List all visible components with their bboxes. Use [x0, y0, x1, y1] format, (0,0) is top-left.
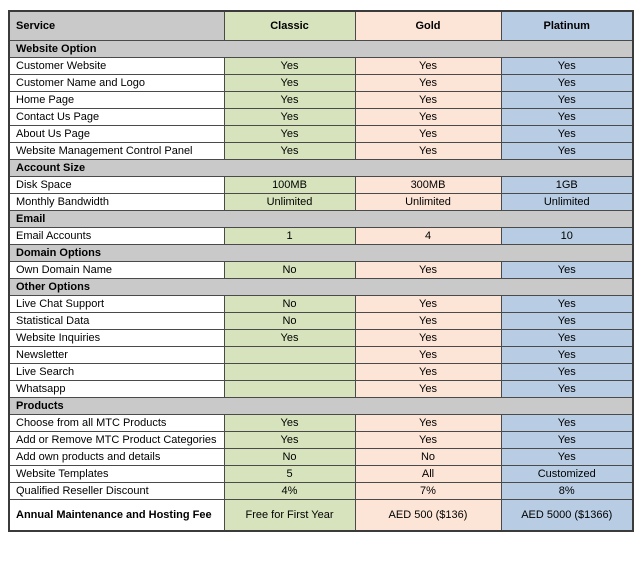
feature-row	[9, 466, 633, 483]
feature-label: Add or Remove MTC Product Categories	[9, 432, 224, 449]
gold-value-cell: Yes	[355, 381, 501, 398]
footer-row	[9, 500, 633, 532]
feature-label: Own Domain Name	[9, 262, 224, 279]
feature-label: Email Accounts	[9, 228, 224, 245]
feature-row	[9, 347, 633, 364]
section-title: Website Option	[9, 41, 633, 58]
feature-row	[9, 143, 633, 160]
platinum-value-cell: Yes	[501, 415, 633, 432]
section-title: Other Options	[9, 279, 633, 296]
classic-value-cell	[224, 381, 355, 398]
gold-value-cell: Yes	[355, 364, 501, 381]
platinum-value-cell: Yes	[501, 109, 633, 126]
feature-label: Disk Space	[9, 177, 224, 194]
feature-label: Newsletter	[9, 347, 224, 364]
pricing-comparison-table	[8, 10, 634, 532]
classic-value-cell: Unlimited	[224, 194, 355, 211]
platinum-value-cell: Yes	[501, 58, 633, 75]
section-row	[9, 160, 633, 177]
classic-value-cell: Free for First Year	[224, 500, 355, 532]
classic-value-cell: Yes	[224, 75, 355, 92]
classic-column-header: Classic	[224, 11, 355, 41]
classic-value-cell	[224, 347, 355, 364]
feature-label: Monthly Bandwidth	[9, 194, 224, 211]
classic-value-cell: No	[224, 449, 355, 466]
platinum-value-cell: Yes	[501, 432, 633, 449]
gold-value-cell: 300MB	[355, 177, 501, 194]
feature-row	[9, 109, 633, 126]
classic-value-cell: Yes	[224, 92, 355, 109]
classic-value-cell: Yes	[224, 143, 355, 160]
gold-value-cell: No	[355, 449, 501, 466]
feature-row	[9, 415, 633, 432]
classic-value-cell: Yes	[224, 126, 355, 143]
gold-value-cell: All	[355, 466, 501, 483]
feature-row	[9, 262, 633, 279]
platinum-value-cell: Customized	[501, 466, 633, 483]
gold-value-cell: Yes	[355, 143, 501, 160]
section-row	[9, 398, 633, 415]
feature-label: Live Search	[9, 364, 224, 381]
feature-row	[9, 194, 633, 211]
classic-value-cell: No	[224, 262, 355, 279]
gold-value-cell: Yes	[355, 347, 501, 364]
platinum-value-cell: Yes	[501, 449, 633, 466]
feature-label: Whatsapp	[9, 381, 224, 398]
gold-value-cell: Yes	[355, 432, 501, 449]
feature-row	[9, 296, 633, 313]
classic-value-cell: No	[224, 313, 355, 330]
feature-label: Home Page	[9, 92, 224, 109]
feature-row	[9, 177, 633, 194]
feature-row	[9, 313, 633, 330]
feature-row	[9, 126, 633, 143]
platinum-value-cell: 8%	[501, 483, 633, 500]
classic-value-cell: Yes	[224, 58, 355, 75]
gold-value-cell: Yes	[355, 313, 501, 330]
gold-value-cell: 7%	[355, 483, 501, 500]
platinum-value-cell: Yes	[501, 92, 633, 109]
feature-row	[9, 449, 633, 466]
platinum-value-cell: Yes	[501, 364, 633, 381]
classic-value-cell: 1	[224, 228, 355, 245]
platinum-value-cell: Yes	[501, 330, 633, 347]
gold-value-cell: Yes	[355, 415, 501, 432]
platinum-value-cell: 1GB	[501, 177, 633, 194]
service-column-header: Service	[9, 11, 224, 41]
section-row	[9, 245, 633, 262]
feature-row	[9, 432, 633, 449]
classic-value-cell	[224, 364, 355, 381]
platinum-value-cell: AED 5000 ($1366)	[501, 500, 633, 532]
gold-value-cell: Yes	[355, 262, 501, 279]
feature-label: Annual Maintenance and Hosting Fee	[9, 500, 224, 532]
gold-value-cell: Unlimited	[355, 194, 501, 211]
platinum-value-cell: Yes	[501, 143, 633, 160]
gold-column-header: Gold	[355, 11, 501, 41]
classic-value-cell: No	[224, 296, 355, 313]
section-row	[9, 279, 633, 296]
section-title: Account Size	[9, 160, 633, 177]
platinum-value-cell: 10	[501, 228, 633, 245]
platinum-value-cell: Yes	[501, 262, 633, 279]
feature-label: Qualified Reseller Discount	[9, 483, 224, 500]
classic-value-cell: Yes	[224, 432, 355, 449]
platinum-value-cell: Yes	[501, 296, 633, 313]
gold-value-cell: Yes	[355, 75, 501, 92]
feature-label: Customer Website	[9, 58, 224, 75]
gold-value-cell: Yes	[355, 109, 501, 126]
classic-value-cell: 4%	[224, 483, 355, 500]
platinum-value-cell: Yes	[501, 75, 633, 92]
feature-label: Website Templates	[9, 466, 224, 483]
feature-label: Website Inquiries	[9, 330, 224, 347]
platinum-value-cell: Unlimited	[501, 194, 633, 211]
feature-row	[9, 483, 633, 500]
section-row	[9, 211, 633, 228]
feature-label: Customer Name and Logo	[9, 75, 224, 92]
feature-label: Add own products and details	[9, 449, 224, 466]
section-title: Products	[9, 398, 633, 415]
platinum-value-cell: Yes	[501, 313, 633, 330]
classic-value-cell: 100MB	[224, 177, 355, 194]
feature-row	[9, 381, 633, 398]
platinum-value-cell: Yes	[501, 126, 633, 143]
gold-value-cell: 4	[355, 228, 501, 245]
section-row	[9, 41, 633, 58]
feature-label: Statistical Data	[9, 313, 224, 330]
feature-row	[9, 75, 633, 92]
table-body	[9, 41, 633, 532]
feature-label: Contact Us Page	[9, 109, 224, 126]
classic-value-cell: Yes	[224, 109, 355, 126]
gold-value-cell: AED 500 ($136)	[355, 500, 501, 532]
feature-label: Choose from all MTC Products	[9, 415, 224, 432]
classic-value-cell: 5	[224, 466, 355, 483]
platinum-value-cell: Yes	[501, 347, 633, 364]
feature-row	[9, 92, 633, 109]
column-header-row	[9, 11, 633, 41]
feature-row	[9, 364, 633, 381]
section-title: Email	[9, 211, 633, 228]
section-title: Domain Options	[9, 245, 633, 262]
platinum-column-header: Platinum	[501, 11, 633, 41]
gold-value-cell: Yes	[355, 92, 501, 109]
feature-label: About Us Page	[9, 126, 224, 143]
gold-value-cell: Yes	[355, 126, 501, 143]
gold-value-cell: Yes	[355, 58, 501, 75]
feature-row	[9, 58, 633, 75]
classic-value-cell: Yes	[224, 330, 355, 347]
feature-label: Live Chat Support	[9, 296, 224, 313]
platinum-value-cell: Yes	[501, 381, 633, 398]
feature-label: Website Management Control Panel	[9, 143, 224, 160]
feature-row	[9, 330, 633, 347]
classic-value-cell: Yes	[224, 415, 355, 432]
feature-row	[9, 228, 633, 245]
gold-value-cell: Yes	[355, 330, 501, 347]
gold-value-cell: Yes	[355, 296, 501, 313]
